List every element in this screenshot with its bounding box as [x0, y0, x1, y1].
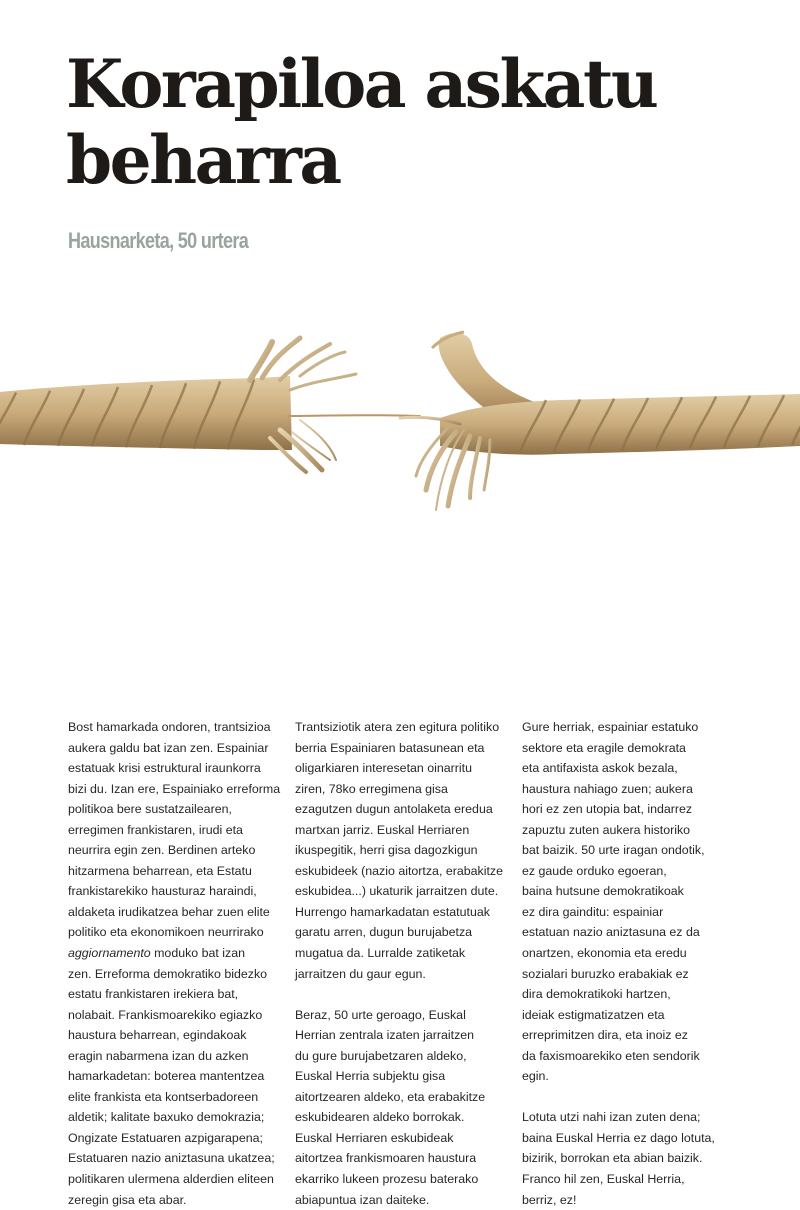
text-line: Trantsiziotik atera zen egitura politiko: [295, 720, 500, 734]
column-2: [295, 717, 513, 1210]
article-body: [68, 717, 768, 1207]
text-line: hori ez zen utopia bat, indarrez: [522, 802, 693, 817]
title-line-1: Korapiloa askatu: [66, 45, 657, 123]
text-line: Euskal Herria subjektu gisa: [295, 1069, 446, 1084]
text-line: Beraz, 50 urte geroago, Euskal: [295, 1007, 466, 1022]
text-line: estatuan nazio aniztasuna ez da: [522, 925, 700, 940]
text-line: jarraitzen du gaur egun.: [295, 966, 426, 981]
text-line: politikaren ulermena alderdien eliteen: [68, 1172, 274, 1187]
text-line: abiapuntua izan daiteke.: [295, 1192, 430, 1207]
italic-term: aggiornamento: [68, 946, 151, 961]
text-line: Ongizate Estatuaren azpigarapena;: [68, 1130, 263, 1145]
text-line: estatu frankistaren irekiera bat,: [68, 987, 239, 1002]
text-line: bizi du. Izan ere, Espainiako erreforma: [68, 781, 281, 796]
text-line: haustura beharrean, egindakoak: [68, 1028, 247, 1043]
text-line: estatuak krisi estruktural iraunkorra: [68, 761, 261, 776]
text-line: onartzen, ekonomia eta eredu: [522, 946, 687, 961]
article-subtitle: Hausnarketa, 50 urtera: [68, 228, 249, 253]
text-line: aitortzea frankismoaren haustura: [295, 1151, 477, 1166]
text-line: Gure herriak, espainiar estatuko: [522, 720, 699, 734]
text-line: zeregin gisa eta abar.: [68, 1192, 187, 1207]
text-line: egin.: [522, 1069, 549, 1084]
text-line: hitzarmena beharrean, eta Estatu: [68, 863, 252, 878]
text-line: politikoa bere sustatzailearen,: [68, 802, 232, 817]
paragraph: [295, 717, 513, 984]
text-line: aldaketa irudikatzea behar zuen elite: [68, 904, 270, 919]
text-line: ikuspegitik, herri gisa dagozkigun: [295, 843, 478, 858]
text-line: mugatua da. Lurralde zatiketak: [295, 946, 466, 961]
text-line: hamarkadetan: boterea mantentzea: [68, 1069, 265, 1084]
text-line: eskubideek (nazio aitortza, erabakitze: [295, 863, 504, 878]
text-line: aldetik; kalitate baxuko demokrazia;: [68, 1110, 265, 1125]
article-title: [66, 46, 746, 198]
text-line: du gure burujabetzaren aldeko,: [295, 1048, 467, 1063]
paragraph: [68, 717, 286, 1210]
text-line: berriz, ez!: [522, 1192, 577, 1207]
text-line: bat baizik. 50 urte iragan ondotik,: [522, 843, 705, 858]
text-line: haustura nahiago zuen; aukera: [522, 781, 693, 796]
text-fragment: moduko bat izan: [150, 946, 246, 961]
text-line: aukera galdu bat izan zen. Espainiar: [68, 740, 269, 755]
paragraph: [522, 717, 740, 1087]
column-1: [68, 717, 286, 1210]
text-line: da faxismoarekiko eten sendorik: [522, 1048, 700, 1063]
text-line: ez gaude orduko egoeran,: [522, 863, 667, 878]
text-line: Estatuaren nazio aniztasuna ukatzea;: [68, 1151, 275, 1166]
text-line: ez dira gainditu: espainiar: [522, 904, 664, 919]
text-line: Euskal Herriaren eskubideak: [295, 1130, 454, 1145]
left-rope-segment: [0, 376, 292, 450]
text-line: Lotuta utzi nahi izan zuten dena;: [522, 1110, 701, 1125]
text-line: Hurrengo hamarkadatan estatutuak: [295, 904, 490, 919]
text-line: [68, 943, 286, 964]
title-line-2: beharra: [66, 121, 340, 199]
text-line: eta antifaxista askok bezala,: [522, 761, 678, 776]
text-line: sektore eta eragile demokrata: [522, 740, 686, 755]
text-line: zen. Erreforma demokratiko bidezko: [68, 966, 268, 981]
text-line: ziren, 78ko erregimena gisa: [295, 781, 448, 796]
broken-rope-illustration: [0, 320, 800, 530]
text-line: zapuztu zuten aukera historiko: [522, 822, 691, 837]
text-line: ezagutzen dugun antolaketa eredua: [295, 802, 493, 817]
text-line: aitortzearen aldeko, eta erabakitze: [295, 1089, 486, 1104]
text-line: dira demokratikoki hartzen,: [522, 987, 671, 1002]
text-line: baina hutsune demokratikoak: [522, 884, 684, 899]
text-line: eskubidearen aldeko borrokak.: [295, 1110, 465, 1125]
text-line: sozialari buruzko erabakiak ez: [522, 966, 689, 981]
text-line: eragin nabarmena izan du azken: [68, 1048, 249, 1063]
text-line: ideiak estigmatizatzen eta: [522, 1007, 665, 1022]
paragraph: [295, 1005, 513, 1210]
text-line: garatu arren, dugun burujabetza: [295, 925, 473, 940]
text-line: martxan jarriz. Euskal Herriaren: [295, 822, 470, 837]
text-line: bizirik, borrokan eta abian baizik.: [522, 1151, 703, 1166]
text-line: elite frankista eta kontserbadoreen: [68, 1089, 259, 1104]
paragraph: [522, 1107, 740, 1210]
text-line: Franco hil zen, Euskal Herria,: [522, 1172, 685, 1187]
text-line: erreprimitzen dira, eta inoiz ez: [522, 1028, 688, 1043]
text-line: berria Espainiaren batasunean eta: [295, 740, 485, 755]
text-line: eskubidea...) ukaturik jarraitzen dute.: [295, 884, 499, 899]
text-line: nolabait. Frankismoarekiko egiazko: [68, 1007, 263, 1022]
text-line: Herrian zentrala izaten jarraitzen: [295, 1028, 475, 1043]
text-line: neurrira egin zen. Berdinen arteko: [68, 843, 256, 858]
text-line: Bost hamarkada ondoren, trantsizioa: [68, 720, 271, 734]
text-line: ekarriko lukeen prozesu baterako: [295, 1172, 479, 1187]
text-line: frankistarekiko hausturaz haraindi,: [68, 884, 257, 899]
text-line: erregimen frankistaren, irudi eta: [68, 822, 243, 837]
text-line: baina Euskal Herria ez dago lotuta,: [522, 1130, 715, 1145]
text-line: oligarkiaren interesetan oinarritu: [295, 761, 473, 776]
column-3: [522, 717, 740, 1210]
text-line: politiko eta ekonomikoen neurrirako: [68, 925, 264, 940]
